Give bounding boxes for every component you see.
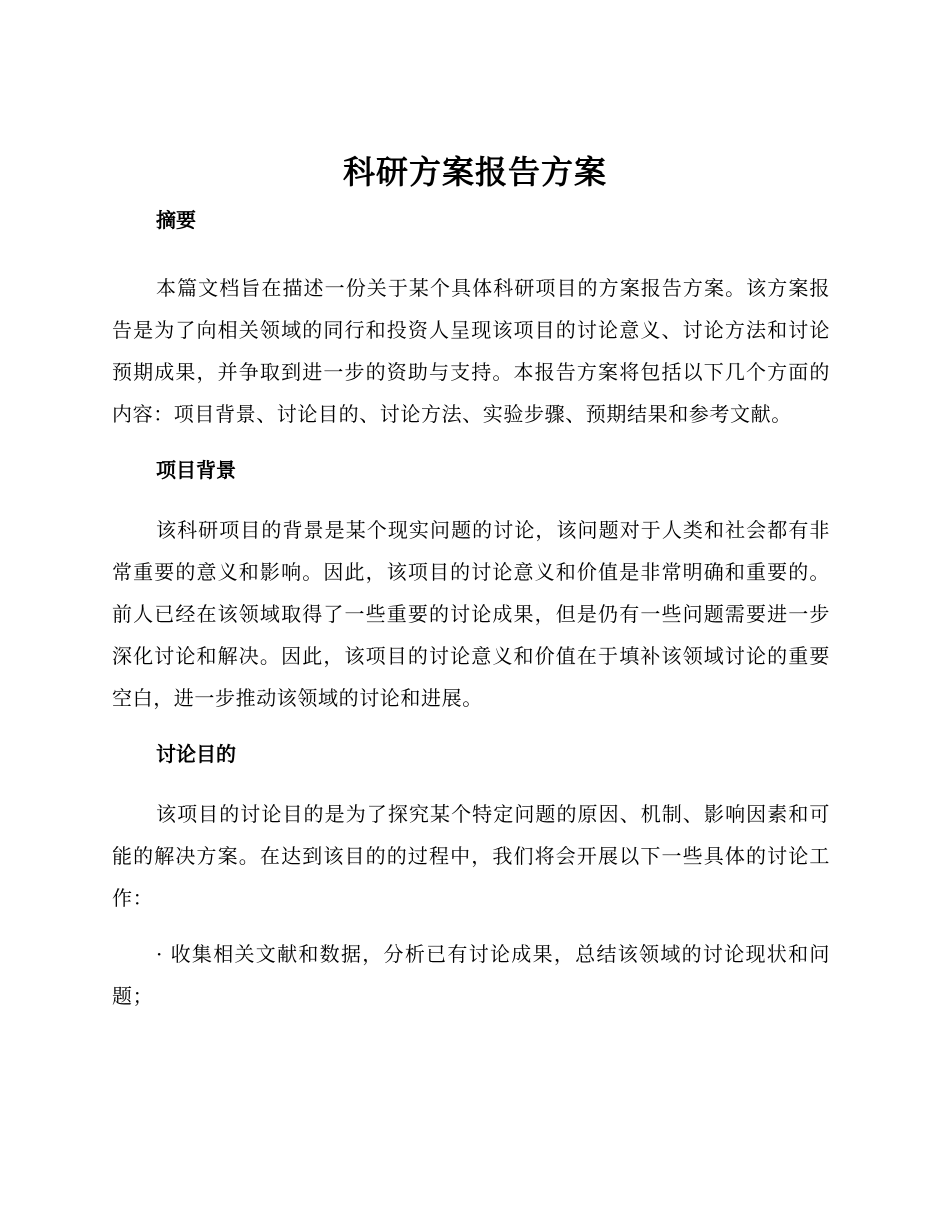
bullet-item: · 收集相关文献和数据，分析已有讨论成果，总结该领域的讨论现状和问题； [112,942,830,1008]
document-title: 科研方案报告方案 [342,153,607,191]
section-paragraph-abstract: 本篇文档旨在描述一份关于某个具体科研项目的方案报告方案。该方案报告是为了向相关领域的同行和投资人呈现该项目的讨论意义、讨论方法和讨论预期成果，并争取到进一步的资助与支持。本报告方案将包括以下几个方面的内容：项目背景、讨论目的、讨论方法、实验步骤、预期结果和参考文献。 [112,276,830,426]
section-paragraph-purpose: 该项目的讨论目的是为了探究某个特定问题的原因、机制、影响因素和可能的解决方案。在达到该目的的过程中，我们将会开展以下一些具体的讨论工作： [112,802,830,910]
section-paragraph-background: 该科研项目的背景是某个现实问题的讨论，该问题对于人类和社会都有非常重要的意义和影响。因此，该项目的讨论意义和价值是非常明确和重要的。前人已经在该领域取得了一些重要的讨论成果，但是仍有一些问题需要进一步深化讨论和解决。因此，该项目的讨论意义和价值在于填补该领域讨论的重要空白，进一步推动该领域的讨论和进展。 [112,518,830,710]
section-heading-abstract: 摘要 [156,208,196,232]
section-heading-purpose: 讨论目的 [156,742,236,766]
document-body [112,205,830,1017]
section-heading-background: 项目背景 [156,458,236,482]
